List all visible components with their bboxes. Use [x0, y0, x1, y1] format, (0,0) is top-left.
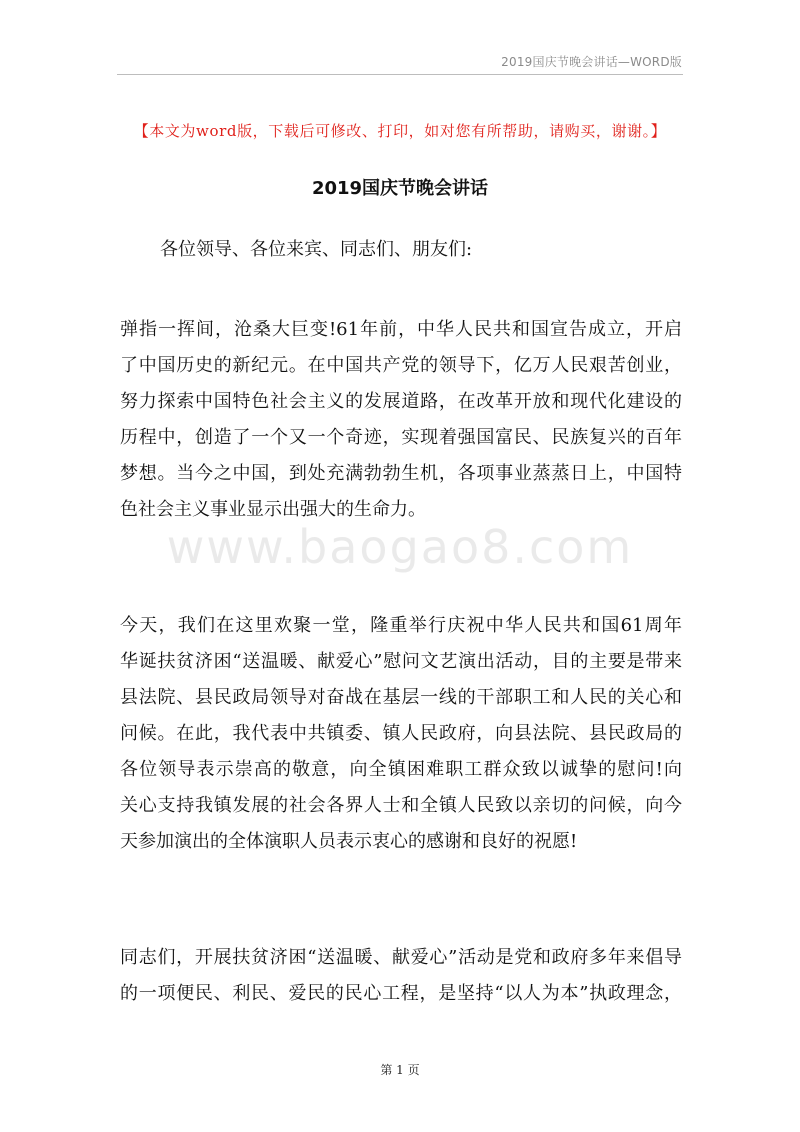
paragraph-line: 今天，我们在这里欢聚一堂，隆重举行庆祝中华人民共和国61周年 [120, 615, 682, 636]
paragraph-line: 同志们，开展扶贫济困“送温暖、献爱心”活动是党和政府多年来倡导 [120, 947, 682, 968]
watermark: www.baogao8.com [166, 520, 634, 574]
paragraph-line: 华诞扶贫济困“送温暖、献爱心”慰问文艺演出活动，目的主要是带来 [120, 651, 682, 672]
paragraph-line: 天参加演出的全体演职人员表示衷心的感谢和良好的祝愿! [120, 831, 578, 852]
paragraph-line: 历程中，创造了一个又一个奇迹，实现着强国富民、民族复兴的百年 [120, 427, 682, 448]
paragraph-2 [120, 608, 682, 860]
paragraph-line: 努力探索中国特色社会主义的发展道路，在改革开放和现代化建设的 [120, 391, 682, 412]
paragraph-line: 县法院、县民政局领导对奋战在基层一线的干部职工和人民的关心和 [120, 687, 682, 708]
purchase-notice: 【本文为word版，下载后可修改、打印，如对您有所帮助，请购买，谢谢。】 [133, 122, 667, 140]
header-divider [117, 74, 683, 75]
paragraph-1 [120, 312, 682, 528]
paragraph-line: 梦想。当今之中国，到处充满勃勃生机，各项事业蒸蒸日上，中国特 [120, 463, 682, 484]
paragraph-3 [120, 940, 682, 1012]
paragraph-line: 各位领导表示崇高的敬意，向全镇困难职工群众致以诚挚的慰问!向 [120, 759, 682, 780]
paragraph-line: 的一项便民、利民、爱民的民心工程，是坚持“以人为本”执政理念， [120, 983, 682, 1004]
paragraph-line: 了中国历史的新纪元。在中国共产党的领导下，亿万人民艰苦创业， [120, 355, 682, 376]
page-number: 第 1 页 [380, 1063, 420, 1077]
document-title: 2019国庆节晚会讲话 [311, 178, 489, 199]
paragraph-line: 弹指一挥间，沧桑大巨变!61年前，中华人民共和国宣告成立，开启 [120, 319, 682, 340]
paragraph-line: 问候。在此，我代表中共镇委、镇人民政府，向县法院、县民政局的 [120, 723, 682, 744]
paragraph-line: 关心支持我镇发展的社会各界人士和全镇人民致以亲切的问候，向今 [120, 795, 682, 816]
paragraph-line: 色社会主义事业显示出强大的生命力。 [120, 499, 426, 520]
greeting: 各位领导、各位来宾、同志们、朋友们: [160, 239, 473, 260]
page-header: 2019国庆节晚会讲话—WORD版 [501, 55, 682, 69]
